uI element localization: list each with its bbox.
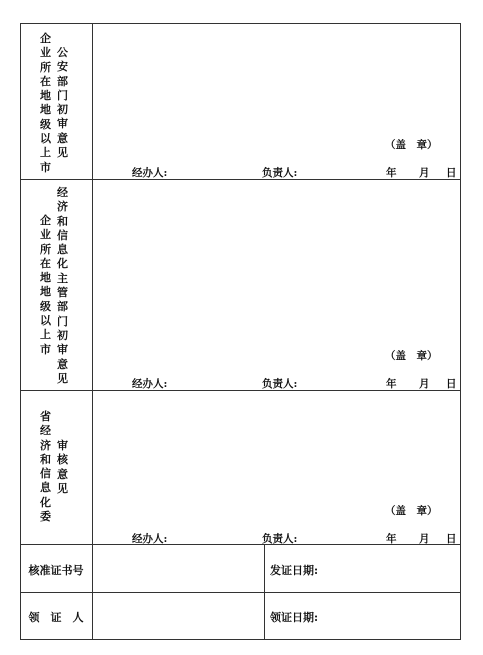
section-1-seal: （盖 章） — [385, 139, 438, 151]
approval-cert-number-label: 核准证书号 — [28, 564, 84, 577]
section-2-responsible-label: 负责人: — [262, 378, 298, 390]
section-1-responsible-label: 负责人: — [262, 167, 298, 179]
section-2-day: 日 — [446, 378, 457, 390]
section-3-day: 日 — [446, 533, 457, 545]
issue-date-label: 发证日期: — [270, 564, 319, 577]
section-1-day: 日 — [446, 167, 457, 179]
section-3-label-col-2: 审 核 意 见 — [57, 439, 68, 495]
section-3-handler-label: 经办人: — [132, 533, 168, 545]
section-3-label-col-1: 省 经 济 和 信 息 化 委 — [40, 410, 51, 524]
section-1-handler-label: 经办人: — [132, 167, 168, 179]
section-3-responsible-label: 负责人: — [262, 533, 298, 545]
section-2-handler-label: 经办人: — [132, 378, 168, 390]
section-2-label-col-1: 企 业 所 在 地 地 级 以 上 市 — [40, 214, 51, 356]
table-top-border — [20, 23, 461, 24]
section-2-month: 月 — [419, 378, 430, 390]
section-3-seal: （盖 章） — [385, 505, 438, 517]
table-bottom-border — [20, 639, 461, 640]
section-1-year: 年 — [386, 167, 397, 179]
section-2-year: 年 — [386, 378, 397, 390]
label-column-divider — [92, 23, 93, 640]
bottom-row-divider — [20, 592, 461, 593]
table-right-border — [460, 23, 461, 640]
section-2-seal: （盖 章） — [385, 350, 438, 362]
section-3-year: 年 — [386, 533, 397, 545]
section-1-label-col-2: 公 安 部 门 初 审 意 见 — [57, 46, 68, 160]
section-3-month: 月 — [419, 533, 430, 545]
recipient-label: 领 证 人 — [28, 611, 84, 624]
table-left-border — [20, 23, 21, 640]
section-1-month: 月 — [419, 167, 430, 179]
section-2-label-col-2: 经 济 和 信 息 化 主 管 部 门 初 审 意 见 — [57, 186, 68, 385]
bottom-mid-divider — [264, 544, 265, 640]
receive-date-label: 领证日期: — [270, 611, 319, 624]
section-1-label-col-1: 企 业 所 在 地 地 级 以 上 市 — [40, 32, 51, 174]
